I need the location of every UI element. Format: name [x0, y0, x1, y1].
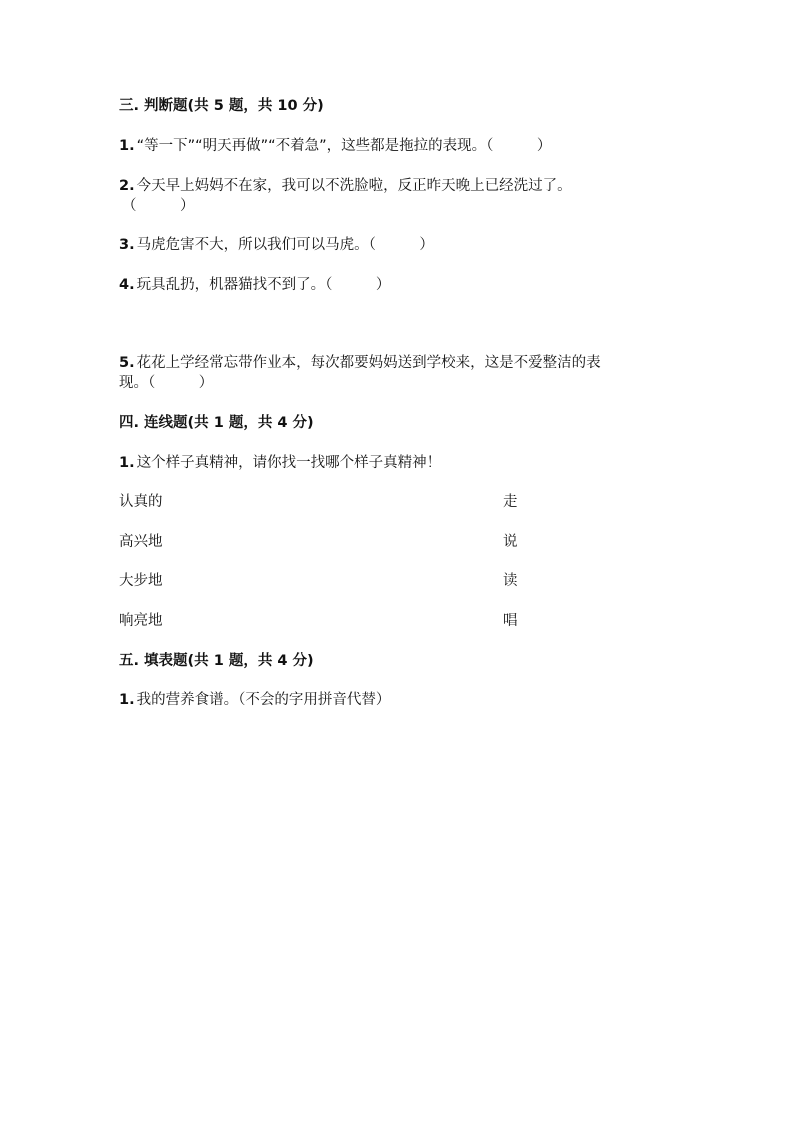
- question-text: “等一下”“明天再做”“不着急”，这些都是拖拉的表现。（ ）: [136, 138, 552, 154]
- matching-question-1: [119, 453, 441, 473]
- judgment-question-4: [119, 275, 390, 295]
- judgment-question-3: [119, 235, 434, 255]
- question-text: 今天早上妈妈不在家，我可以不洗脸啦，反正昨天晚上已经洗过了。: [136, 178, 572, 194]
- section-5-heading: 五. 填表题(共 1 题，共 4 分): [119, 653, 314, 669]
- question-number: 1.: [119, 455, 135, 471]
- question-text: 这个样子真精神，请你找一找哪个样子真精神！: [136, 455, 442, 471]
- matching-left-item: 高兴地: [119, 534, 163, 550]
- judgment-question-2: [119, 176, 572, 196]
- judgment-question-5: [119, 353, 601, 373]
- question-text: 马虎危害不大，所以我们可以马虎。（ ）: [136, 237, 434, 253]
- question-number: 4.: [119, 277, 135, 293]
- judgment-question-1: [119, 136, 551, 156]
- matching-right-item: 读: [503, 573, 518, 589]
- question-text: 花花上学经常忘带作业本，每次都要妈妈送到学校来，这是不爱整洁的表: [136, 355, 601, 371]
- matching-left-item: 大步地: [119, 573, 163, 589]
- section-4-heading: 四. 连线题(共 1 题，共 4 分): [119, 415, 314, 431]
- matching-right-item: 唱: [503, 613, 518, 629]
- question-number: 3.: [119, 237, 135, 253]
- section-3-heading: 三. 判断题(共 5 题，共 10 分): [119, 98, 324, 114]
- table-question-1: [119, 690, 390, 710]
- question-number: 1.: [119, 138, 135, 154]
- matching-right-item: 走: [503, 494, 518, 510]
- question-number: 1.: [119, 692, 135, 708]
- judgment-question-5-continuation: 现。（ ）: [119, 375, 214, 391]
- question-number: 2.: [119, 178, 135, 194]
- judgment-question-2-answer-blank: （ ）: [122, 198, 195, 214]
- matching-right-item: 说: [503, 534, 518, 550]
- question-text: 我的营养食谱。（不会的字用拼音代替）: [136, 692, 391, 708]
- matching-left-item: 认真的: [119, 494, 163, 510]
- question-text: 玩具乱扔，机器猫找不到了。（ ）: [136, 277, 391, 293]
- question-number: 5.: [119, 355, 135, 371]
- matching-left-item: 响亮地: [119, 613, 163, 629]
